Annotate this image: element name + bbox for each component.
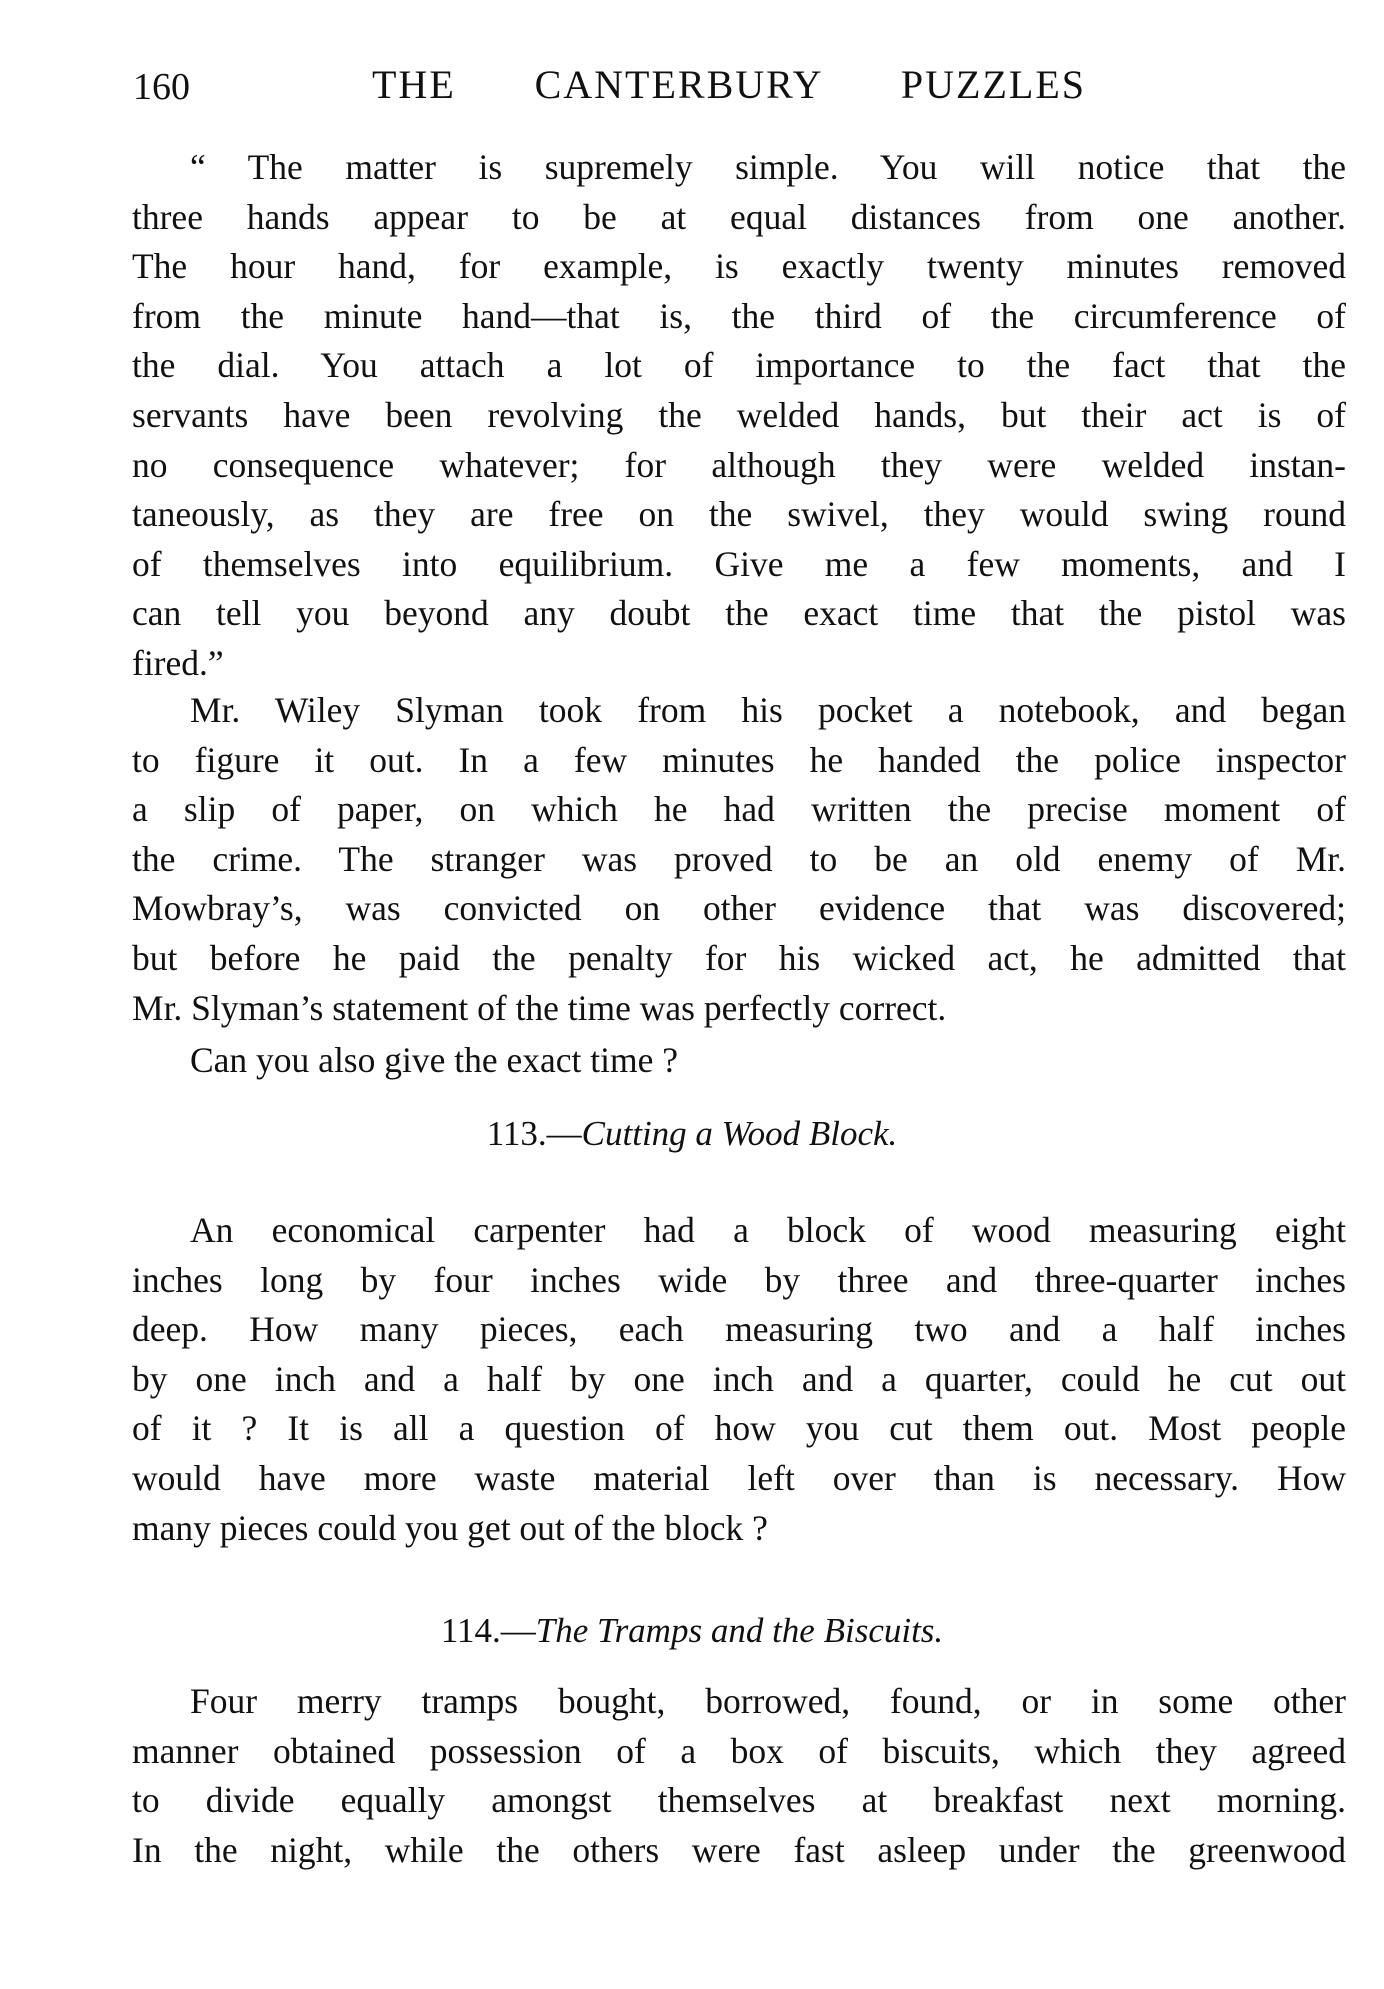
puzzle-number: 113.— bbox=[486, 1114, 582, 1153]
running-title: THE CANTERBURY PUZZLES bbox=[372, 62, 1086, 107]
text-line: to divide equally amongst themselves at breakfast next morning. bbox=[132, 1780, 1346, 1821]
text-line: Mowbray’s, was convicted on other evidence that was discovered; bbox=[132, 888, 1346, 929]
text-line: by one inch and a half by one inch and a quarter, could he cut out bbox=[132, 1358, 1346, 1399]
text-line: Four merry tramps bought, borrowed, found, or in some other bbox=[190, 1681, 1346, 1721]
text-line: would have more waste material left over than is necessary. How bbox=[132, 1458, 1346, 1498]
text-line: a slip of paper, on which he had written the precise moment of bbox=[132, 789, 1346, 830]
text-line: of it ? It is all a question of how you cut them out. Most people bbox=[132, 1408, 1346, 1449]
puzzle-title: Cutting a Wood Block. bbox=[581, 1114, 898, 1153]
text-line: manner obtained possession of a box of biscuits, which they agreed bbox=[132, 1730, 1346, 1771]
text-line: The hour hand, for example, is exactly twenty minutes removed bbox=[132, 246, 1346, 287]
text-line: In the night, while the others were fast asleep under the greenwood bbox=[132, 1829, 1346, 1870]
puzzle-heading-113 bbox=[0, 1109, 1384, 1159]
text-line: servants have been revolving the welded hands, but their act is of bbox=[132, 395, 1346, 435]
puzzle-heading-114 bbox=[0, 1606, 1384, 1656]
puzzle-title: The Tramps and the Biscuits. bbox=[535, 1611, 944, 1650]
text-line: An economical carpenter had a block of wood measuring eight bbox=[190, 1210, 1346, 1250]
text-line: deep. How many pieces, each measuring two and a half inches bbox=[132, 1309, 1346, 1350]
text-line: the crime. The stranger was proved to be an old enemy of Mr. bbox=[132, 838, 1346, 879]
text-line: can tell you beyond any doubt the exact time that the pistol was bbox=[132, 593, 1346, 634]
text-line: fired.” bbox=[132, 643, 224, 683]
text-line: but before he paid the penalty for his wicked act, he admitted that bbox=[132, 938, 1346, 978]
text-line: many pieces could you get out of the block ? bbox=[132, 1507, 768, 1548]
text-line: inches long by four inches wide by three and three-quarter inches bbox=[132, 1259, 1346, 1300]
text-line: Mr. Wiley Slyman took from his pocket a notebook, and began bbox=[190, 690, 1346, 730]
text-line: of themselves into equilibrium. Give me a few moments, and I bbox=[132, 543, 1346, 584]
text-line: taneously, as they are free on the swivel, they would swing round bbox=[132, 494, 1346, 535]
text-line: Mr. Slyman’s statement of the time was perfectly correct. bbox=[132, 987, 947, 1028]
page-number: 160 bbox=[133, 66, 190, 108]
puzzle-number: 114.— bbox=[440, 1611, 536, 1650]
text-line: Can you also give the exact time ? bbox=[190, 1040, 678, 1080]
text-line: to figure it out. In a few minutes he handed the police inspector bbox=[132, 739, 1346, 780]
text-line: the dial. You attach a lot of importance to the fact that the bbox=[132, 345, 1346, 386]
text-line: “ The matter is supremely simple. You will notice that the bbox=[190, 147, 1346, 187]
text-line: three hands appear to be at equal distances from one another. bbox=[132, 196, 1346, 237]
text-line: no consequence whatever; for although they were welded instan- bbox=[132, 444, 1346, 485]
text-line: from the minute hand—that is, the third of the circumference of bbox=[132, 295, 1346, 336]
